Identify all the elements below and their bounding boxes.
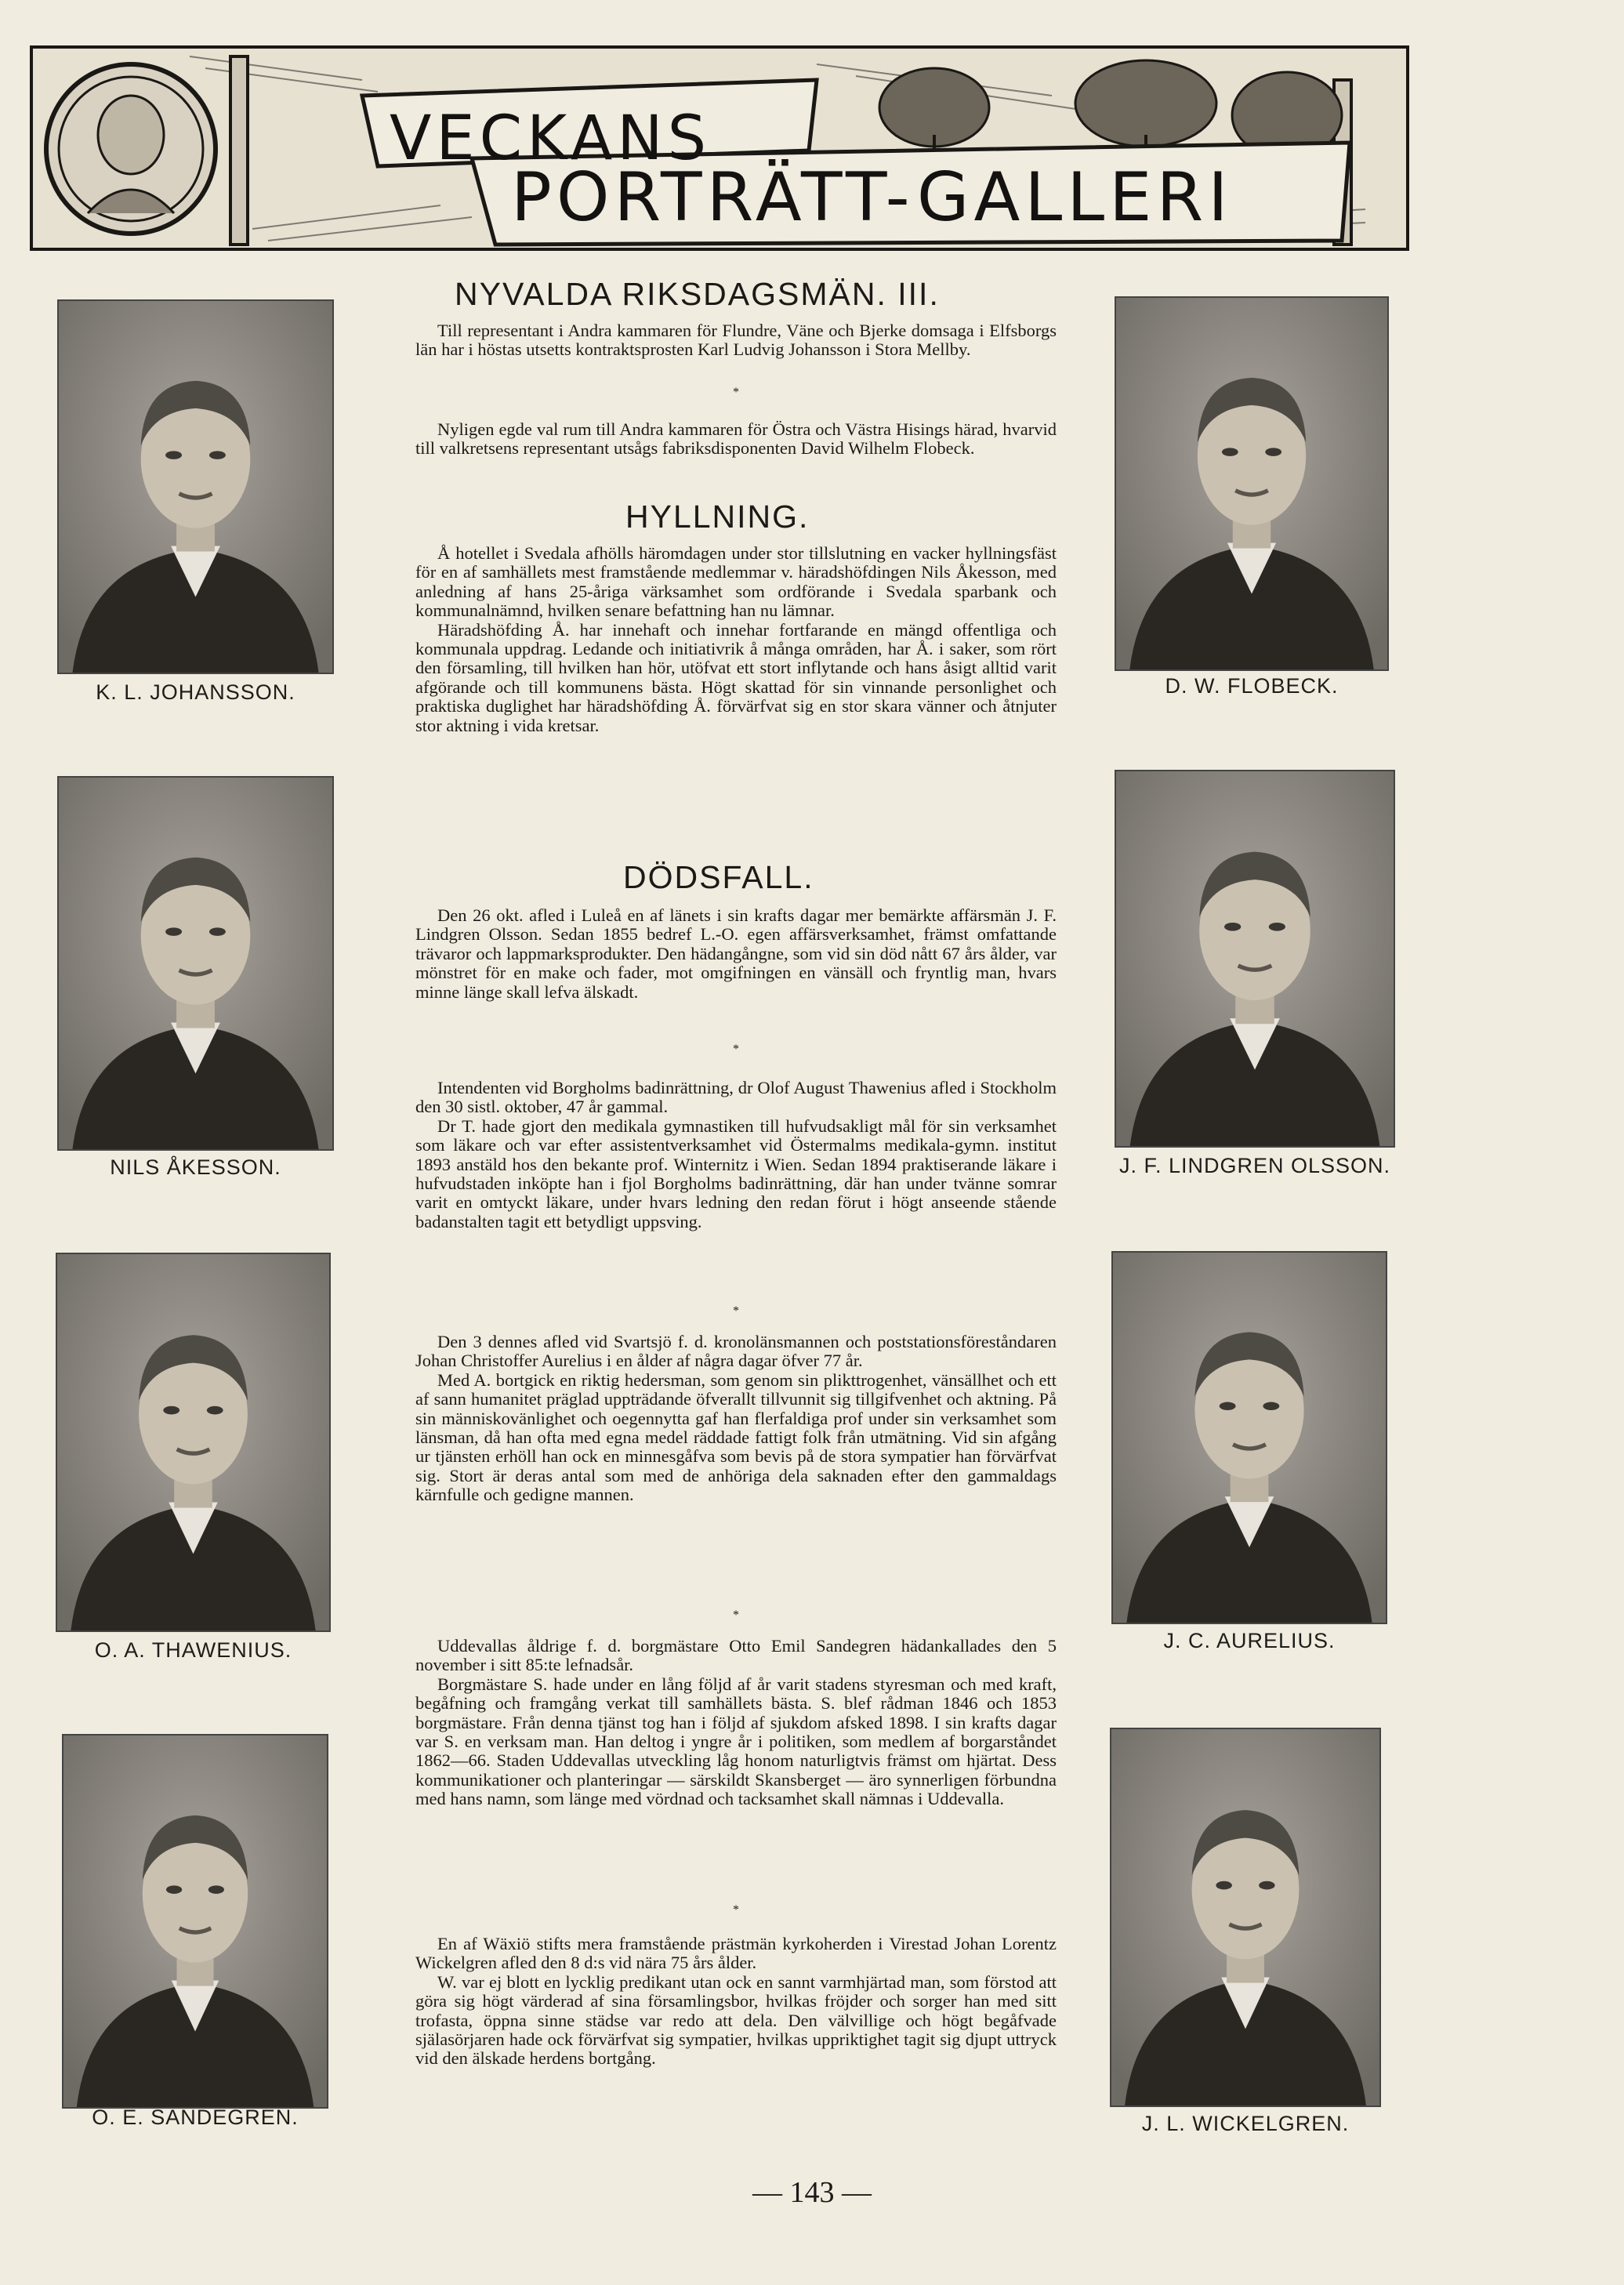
article-dodsfall-wickelgren xyxy=(415,1935,1057,2069)
paragraph: Den 3 dennes afled vid Svartsjö f. d. kronolänsmannen och poststationsföreståndaren Johan Christoffer Aurelius i en ålder af några dagar öfver 77 år. xyxy=(415,1332,1057,1371)
paragraph: Borgmästare S. hade under en lång följd af år varit stadens styresman och med kraft, begåfning och framgång verkat till samhällets bästa. S. blef rådman 1846 och 1853 borgmästare. Från denna tjänst tog han i följd af sjukdom afsked 1898. I sin krafts dagar var S. en verksam man. Han deltog i yngre år i politiken, som medlem af borgarståndet 1862—66. Staden Uddevallas utveckling låg honom naturligtvis främst om hjärtat. Dess kommunikationer och planteringar — särskildt Skansberget — äro synnerligen förbundna med hans namn, som länge med vördnad och tacksamhet skall nämnas i Uddevalla. xyxy=(415,1674,1057,1809)
portrait-photo-sandegren xyxy=(62,1734,328,2109)
divider-star: * xyxy=(733,1609,739,1622)
portrait-photo-aurelius xyxy=(1111,1251,1387,1624)
paragraph: Å hotellet i Svedala afhölls häromdagen under stor tillslutning en vacker hyllningsfäst för en af samhällets mest framstående medlemmar v. häradshöfdingen Nils Åkesson, med anledning af hans 25-åriga värksamhet som ordförande i Svedala sparbank och kommunalnämnd, hvilken senare befattning han nu lämnar. xyxy=(415,543,1057,621)
portrait-photo-johansson xyxy=(57,299,334,674)
portrait-caption: J. C. AURELIUS. xyxy=(1163,1629,1336,1652)
paragraph: Dr T. hade gjort den medikala gymnastiken till hufvudsakligt mål för sin verksamhet som läkare och var efter assistentverksamhet vid Östermalms medikala-gymn. institut 1893 anstäld hos den bekante prof. Winternitz i Wien. Sedan 1894 praktiserande läkare i hufvudstaden inköpte han i fjol Borgholms badinrättning, där han under tvänne somrar varit en omtyckt läkare, under hvars ledning den redan förut i högt anseende stående badanstalten tagit ett betydligt uppsving. xyxy=(415,1115,1057,1231)
article-dodsfall-sandegren xyxy=(415,1637,1057,1809)
portrait-caption: J. L. WICKELGREN. xyxy=(1141,2112,1350,2135)
masthead-banner xyxy=(30,45,1409,251)
article-hyllning xyxy=(415,544,1057,735)
banner-title-line2: PORTRÄTT-GALLERI xyxy=(511,158,1233,237)
article-dodsfall-lindgren xyxy=(415,906,1057,1002)
paragraph: Till representant i Andra kammaren för Flundre, Väne och Bjerke domsaga i Elfsborgs län har i höstas utsetts kontraktsprosten Karl Ludvig Johansson i Stora Mellby. xyxy=(415,321,1057,360)
banner-title-line1: VECKANS xyxy=(390,103,712,174)
paragraph: W. var ej blott en lycklig predikant utan ock en sannt varmhjärtad man, som förstod att göra sig högt värderad af sina församlingsbor, hvilkas fröjder och sorger han med sitt trofasta, öppna sinne städse var redo att dela. Den välvillige och högt begåfvade själasörjaren hade ock förvärfvat sig sympatier, hvilkas uppriktighet tagit sig djupt uttryck vid den älskade herdens bortgång. xyxy=(415,1971,1057,2069)
portrait-photo-wickelgren xyxy=(1110,1728,1381,2107)
article-dodsfall-aurelius xyxy=(415,1333,1057,1505)
article-riksdag-2 xyxy=(415,420,1057,459)
portrait-photo-flobeck xyxy=(1115,296,1389,671)
paragraph: Med A. bortgick en riktig hedersman, som genom sin plikttrogenhet, vänsällhet och ett af sann humanitet präglad uppträdande öfverallt tillvunnit sig tillgifvenhet och aktning. På sin människovänlighet och oegennytta gaf han flerfaldiga prof under sin verksamhet som länsman, då han ofta med egna medel räddade fattigt folk från utmätning. Vid sin afgång ur tjänsten erhöll han ock en minnesgåfva som bevis på de stora sympatier han förvärfvat sig. Stort är deras antal som med de anhöriga dela saknaden efter den gammaldags kärnfulle och gedigne mannen. xyxy=(415,1369,1057,1505)
paragraph: Intendenten vid Borgholms badinrättning, dr Olof August Thawenius afled i Stockholm den 30 sistl. oktober, 47 år gammal. xyxy=(415,1078,1057,1117)
portrait-caption: D. W. FLOBECK. xyxy=(1165,674,1339,698)
paragraph: Häradshöfding Å. har innehaft och innehar fortfarande en mängd offentliga och kommunala uppdrag. Ledande och initiativrik å många områden, har Å. i saker, som rört den församling, till hvilken han hör, utöfvat ett stort inflytande och hans åsigt alltid varit afgörande och till kommunens bästa. Högt skattad för sin vinnande personlighet och praktiska duglighet har häradshöfding Å. förvärfvat sig en stor skara vänner och åtnjuter stor aktning i vida kretsar. xyxy=(415,619,1057,735)
paragraph: Den 26 okt. afled i Luleå en af länets i sin krafts dagar mer bemärkte affärsmän J. F. Lindgren Olsson. Sedan 1855 bedref L.-O. egen affärsverksamhet, främst omfattande trävaror och lappmarksprodukter. Den hädangångne, som vid sin död nått 67 års ålder, var mönstret för en make och fader, mot omgifningen en vänsäll och fryntlig man, hvars minne länge skall lefva älskadt. xyxy=(415,905,1057,1002)
section-heading-dodsfall: DÖDSFALL. xyxy=(623,859,814,895)
portrait-caption: J. F. LINDGREN OLSSON. xyxy=(1118,1154,1391,1177)
paragraph: En af Wäxiö stifts mera framstående prästmän kyrkoherden i Virestad Johan Lorentz Wickelgren afled den 8 d:s vid nära 75 års ålder. xyxy=(415,1934,1057,1973)
section-heading-hyllning: HYLLNING. xyxy=(625,499,810,535)
portrait-caption: K. L. JOHANSSON. xyxy=(96,680,295,704)
article-riksdag-1 xyxy=(415,321,1057,360)
portrait-photo-lindgren-olsson xyxy=(1115,770,1395,1148)
portrait-caption: O. E. SANDEGREN. xyxy=(92,2105,299,2129)
divider-star: * xyxy=(733,1304,739,1318)
paragraph: Nyligen egde val rum till Andra kammaren för Östra och Västra Hisings härad, hvarvid till valkretsens representant utsågs fabriksdisponenten David Wilhelm Flobeck. xyxy=(415,419,1057,459)
portrait-photo-akesson xyxy=(57,776,334,1151)
article-dodsfall-thawenius xyxy=(415,1079,1057,1231)
paragraph: Uddevallas åldrige f. d. borgmästare Otto Emil Sandegren hädankallades den 5 november i sitt 85:te lefnadsår. xyxy=(415,1636,1057,1675)
divider-star: * xyxy=(733,386,739,399)
section-heading-riksdag: NYVALDA RIKSDAGSMÄN. III. xyxy=(455,276,940,312)
divider-star: * xyxy=(733,1043,739,1056)
divider-star: * xyxy=(733,1903,739,1917)
portrait-photo-thawenius xyxy=(56,1253,331,1632)
portrait-caption: O. A. THAWENIUS. xyxy=(94,1638,292,1662)
portrait-caption: NILS ÅKESSON. xyxy=(110,1155,281,1179)
page-number: — 143 — xyxy=(752,2176,872,2209)
